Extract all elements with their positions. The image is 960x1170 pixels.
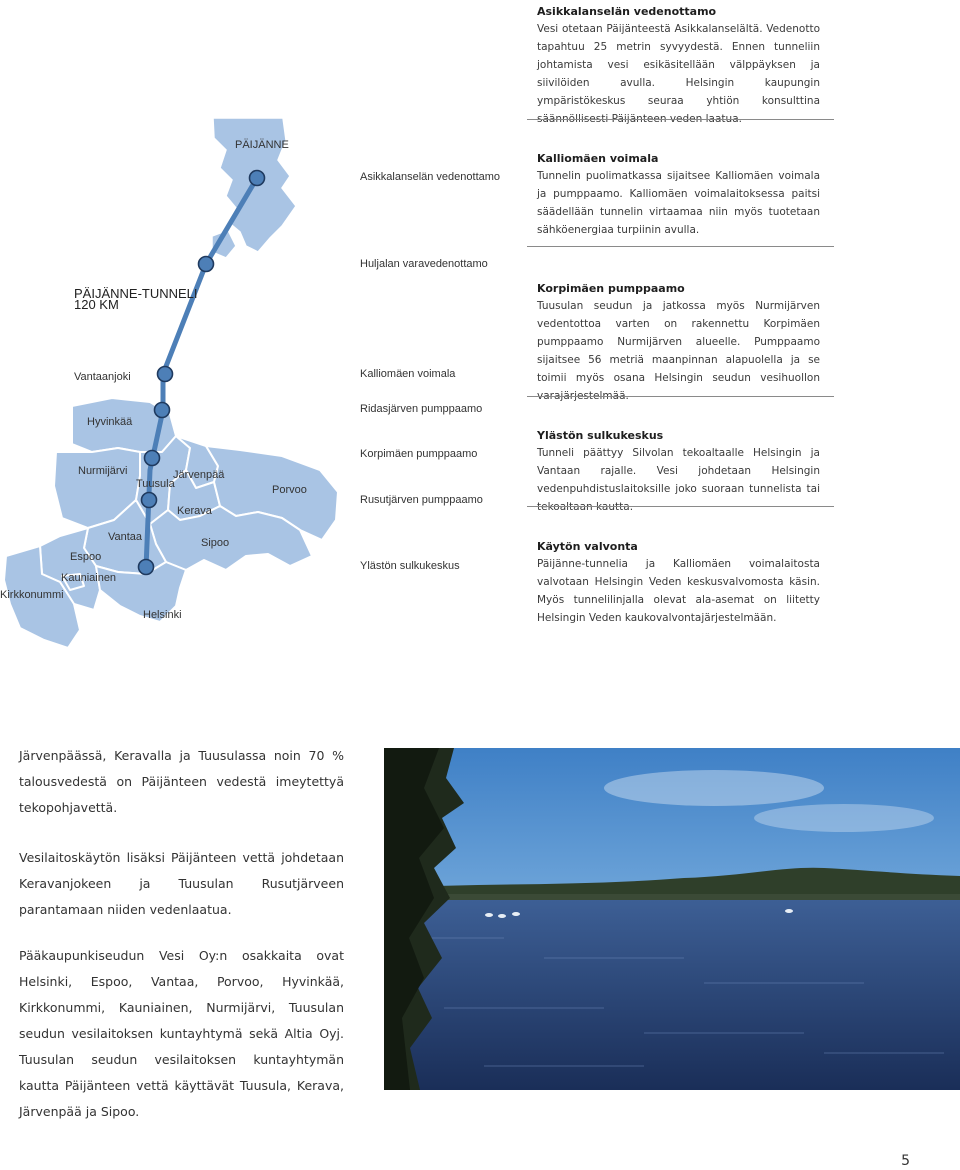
station-korpimaki [145,451,160,466]
info-text: Päijänne-tunnelia ja Kalliomäen voimalaitosta valvotaan Helsingin Veden keskusvalvomosta käsin. Myös tunnelilinjalla olevat ala-asemat on liitetty Helsingin Veden kaukovalvontajärjestelmään. [537,558,820,624]
divider [527,246,834,247]
place-kerava: Kerava [177,505,212,517]
info-kalliomaki [537,151,820,239]
station-label: Ylästön sulkukeskus [360,560,460,572]
station-huljala [199,257,214,272]
info-kaytto [537,539,820,627]
divider [527,506,834,507]
station-rusutjarvi [142,493,157,508]
info-text: Tuusulan seudun ja jatkossa myös Nurmijärven vedentottoa varten on rakennettu Korpimäen pumppaamo Nurmijärven alueelle. Pumppaamo sijaitsee 56 metriä maanpinnan alapuolella ja se toimii myös osana Helsingin seudun vesihuollon varajärjestelmää. [537,300,820,402]
lake-photo-illustration [384,748,960,1090]
station-label: Huljalan varavedenottamo [360,258,488,270]
info-title: Asikkalanselän vedenottamo [537,5,717,18]
bottom-paragraph-3 [19,943,344,1125]
info-title: Kalliomäen voimala [537,152,659,165]
place-kirkkonummi: Kirkkonummi [0,589,64,601]
place-vantaa: Vantaa [108,531,143,543]
bottom-paragraph-2 [19,845,344,923]
lake-photo [384,748,960,1090]
place-tuusula: Tuusula [136,478,175,490]
divider [527,396,834,397]
bottom-paragraph-1 [19,743,344,821]
station-asikkalanselka [250,171,265,186]
tunnel-length: 120 KM [74,297,119,312]
paragraph-text: Pääkaupunkiseudun Vesi Oy:n osakkaita ovat Helsinki, Espoo, Vantaa, Porvoo, Hyvinkää, Kirkkonummi, Kauniainen, Nurmijärvi, Tuusulan seudun vesilaitoksen kuntayhtymä sekä Altia Oyj. Tuusulan seudun vesilaitoksen kuntayhtymän kautta Päijänteen vettä käyttävät Tuusula, Kerava, Järvenpää ja Sipoo. [19,948,344,1119]
station-label: Kalliomäen voimala [360,368,456,380]
info-text: Vesi otetaan Päijänteestä Asikkalanselältä. Vedenotto tapahtuu 25 metrin syvyydestä. Ennen tunneliin johtamista vesi esikäsitellään välppäyksen ja siivilöiden avulla. Helsingin kaupungin ympäristökeskus seuraa yhtiön konsulttina säännöllisesti Päijänteen veden laatua. [537,23,820,125]
river-label: Vantaanjoki [74,371,131,383]
paragraph-text: Järvenpäässä, Keravalla ja Tuusulassa noin 70 % talousvedestä on Päijänteen vedestä imeytettyä tekopohjavettä. [19,748,344,815]
place-jarvenpaa: Järvenpää [173,469,225,481]
info-ylasto [537,428,820,516]
info-title: Käytön valvonta [537,540,638,553]
station-ridasjarvi [155,403,170,418]
info-title: Korpimäen pumppaamo [537,282,685,295]
lake-label: PÄIJÄNNE [235,139,289,151]
tunnel-title: PÄIJÄNNE-TUNNELI [74,286,198,301]
station-kalliomaki [158,367,173,382]
place-kauniainen: Kauniainen [61,572,117,584]
divider [527,119,834,120]
station-label: Korpimäen pumppaamo [360,448,478,460]
station-label: Ridasjärven pumppaamo [360,403,483,415]
place-helsinki: Helsinki [143,609,182,621]
place-porvoo: Porvoo [272,484,307,496]
station-label: Rusutjärven pumppaamo [360,494,483,506]
info-text: Tunneli päättyy Silvolan tekoaltaalle Helsingin ja Vantaan rajalle. Vesi johdetaan Helsingin vedenpuhdistuslaitoksille joko suoraan tunnelista tai tekoaltaan kautta. [537,447,820,513]
page-number: 5 [901,1153,910,1169]
info-korpimaki [537,281,820,405]
place-espoo: Espoo [70,551,102,563]
info-asikkalanselka [537,4,820,128]
place-hyvinkaa: Hyvinkää [87,416,133,428]
station-label: Asikkalanselän vedenottamo [360,171,501,183]
paragraph-text: Vesilaitoskäytön lisäksi Päijänteen vettä johdetaan Keravanjokeen ja Tuusulan Rusutjärveen parantamaan niiden vedenlaatua. [19,850,344,917]
place-nurmijarvi: Nurmijärvi [78,465,128,477]
place-sipoo: Sipoo [201,537,230,549]
info-title: Ylästön sulkukeskus [537,429,664,442]
station-ylasto [139,560,154,575]
info-text: Tunnelin puolimatkassa sijaitsee Kalliomäen voimala ja pumppaamo. Kalliomäen voimalaitoksessa paitsi säädellään tunnelin virtaamaa niin myös tuotetaan sähköenergiaa turpiinin avulla. [537,170,820,236]
